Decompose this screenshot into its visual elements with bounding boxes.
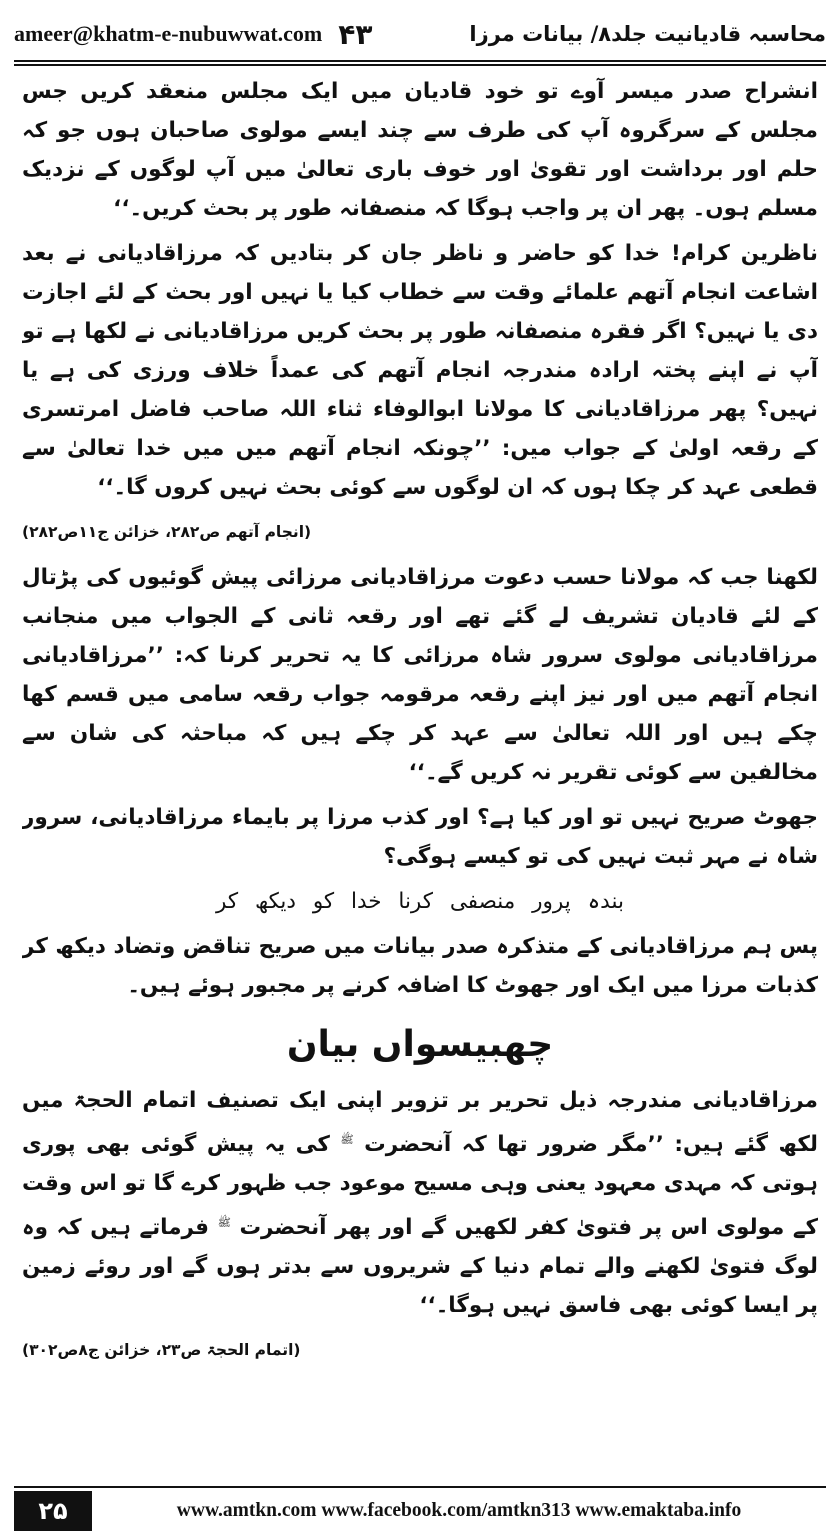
reference-line-2 bbox=[22, 1331, 818, 1370]
poem-line: بندہ پرور منصفی کرنا خدا کو دیکھ کر bbox=[216, 889, 624, 914]
paragraph-1: انشراح صدر میسر آوے تو خود قادیان میں ایک مجلس منعقد کریں جس مجلس کے سرگروہ آپ کی طرف سے چند ایسے مولوی صاحبان ہوں جو کہ حلم اور برداشت اور تقویٰ اور خوف باری تعالیٰ میں آپ لوگوں کے نزدیک مسلم ہوں۔ پھر ان پر واجب ہوگا کہ منصفانہ طور پر بحث کریں۔‘‘ bbox=[22, 79, 818, 221]
paragraph-3: لکھنا جب کہ مولانا حسب دعوت مرزاقادیانی مرزائی پیش گوئیوں کی پڑتال کے لئے قادیان تشریف لے گئے تھے اور رقعہ ثانی کے الجواب میں منجانب مرزاقادیانی مولوی سرور شاہ مرزائی کا یہ تحریر کرنا کہ: ’’مرزاقادیانی انجام آتھم میں اور نیز اپنے رقعہ مرقومہ جواب رقعہ سامی میں قسم کھا چکے ہیں اور اللہ تعالیٰ سے عہد کر چکے ہیں کہ مباحثہ کی شان سے مخالفین سے کوئی تقریر نہ کریں گے۔‘‘ bbox=[22, 565, 818, 785]
header-email: ameer@khatm-e-nubuwwat.com bbox=[14, 21, 323, 46]
paragraph-2: ناظرین کرام! خدا کو حاضر و ناظر جان کر بتادیں کہ مرزاقادیانی نے بعد اشاعت انجام آتھم علمائے وقت سے خطاب کیا یا نہیں اور بحث کے لئے اجازت دی یا نہیں؟ اگر فقرہ منصفانہ طور پر بحث کریں مرزاقادیانی نے لکھا ہے تو آپ نے اپنے پختہ ارادہ مندرجہ انجام آتھم کی عمداً خلاف ورزی کی ہے یا نہیں؟ پھر مرزاقادیانی کا مولانا ابوالوفاء ثناء اللہ صاحب فاضل امرتسری کے رقعہ اولیٰ کے جواب میں: ’’چونکہ انجام آتھم میں میں خدا تعالیٰ سے قطعی عہد کر چکا ہوں کہ ان لوگوں سے کوئی بحث نہیں کروں گا۔‘‘ bbox=[22, 241, 818, 500]
header-page-number: ۴۳ bbox=[338, 17, 373, 51]
footer-links[interactable]: www.amtkn.com www.facebook.com/amtkn313 www.emaktaba.info bbox=[176, 1500, 742, 1521]
paragraph-4: جھوٹ صریح نہیں تو اور کیا ہے؟ اور کذب مرزا پر بایماء مرزاقادیانی، سرور شاہ نے مہر ثبت نہیں کی تو کیسے ہوگی؟ bbox=[22, 805, 818, 869]
section-title: چھبیسواں بیان bbox=[286, 1024, 554, 1065]
header-rule bbox=[14, 60, 826, 62]
footer-page-badge: ۲۵ bbox=[14, 1491, 92, 1531]
page-body bbox=[22, 72, 818, 1472]
reference-line-1 bbox=[22, 513, 818, 552]
salutation-mark: ﷺ bbox=[340, 1133, 354, 1146]
reference-1: (انجام آتھم ص۲۸۲، خزائن ج۱۱ص۲۸۲) bbox=[22, 523, 312, 541]
header-rule-2 bbox=[14, 64, 826, 66]
page-header bbox=[14, 10, 826, 58]
paragraph-6-part-c: فرماتے ہیں کہ وہ لوگ فتویٰ لکھنے والے تمام دنیا کے شریروں سے بدتر ہوں گے اور روئے زمین پر ایسا کوئی بھی فاسق نہیں ہوگا۔‘‘ bbox=[22, 1215, 818, 1319]
paragraph-5: پس ہم مرزاقادیانی کے متذکرہ صدر بیانات میں صریح تناقض وتضاد دیکھ کر کذبات مرزا میں ایک اور جھوٹ کا اضافہ کرنے پر مجبور ہوئے ہیں۔ bbox=[22, 934, 818, 998]
reference-2: (اتمام الحجۃ ص۲۳، خزائن ج۸ص۳۰۲) bbox=[22, 1341, 301, 1360]
paragraph-6-part-b: کی یہ پیش گوئی بھی پوری ہوتی کہ مہدی معہود یعنی وہی مسیح موعود جب ظہور کرے گا تو اس وقت کے مولوی اس پر فتویٰ کفر لکھیں گے اور پھر آنحضرت bbox=[22, 1132, 818, 1241]
header-title: محاسبہ قادیانیت جلد۸/ بیانات مرزا bbox=[469, 22, 826, 46]
paragraph-6 bbox=[22, 1081, 818, 1325]
salutation-mark-2: ﷺ bbox=[217, 1216, 231, 1230]
page-footer bbox=[14, 1486, 826, 1534]
paragraph-6-part-a: مرزاقادیانی مندرجہ ذیل تحریر بر تزویر اپنی ایک تصنیف اتمام الحجۃ میں لکھ گئے ہیں: ’’مگر ضرور تھا کہ آنحضرت bbox=[22, 1088, 818, 1158]
